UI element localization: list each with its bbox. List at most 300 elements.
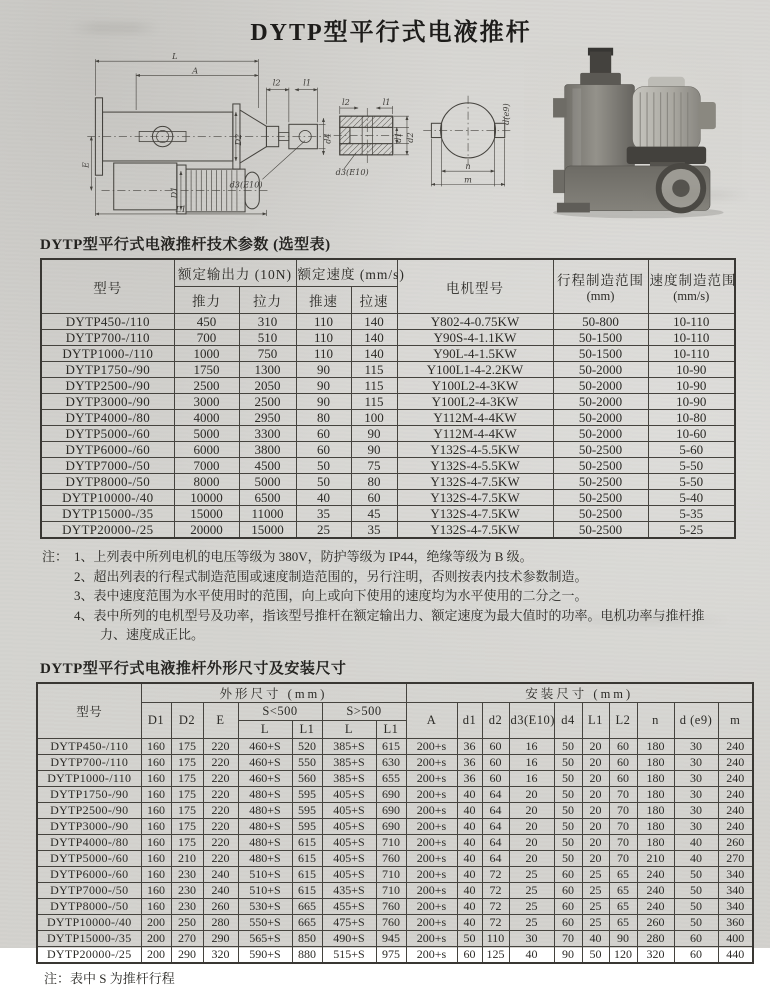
value-cell: Y802-4-0.75KW: [397, 314, 553, 330]
value-cell: 10000: [174, 490, 239, 506]
value-cell: 60: [609, 738, 637, 754]
value-cell: 615: [376, 738, 406, 754]
value-cell: 480+S: [238, 818, 292, 834]
value-cell: Y132S-4-5.5KW: [397, 458, 553, 474]
value-cell: 15000: [239, 522, 296, 539]
value-cell: 10-90: [648, 394, 735, 410]
value-cell: 50-2500: [553, 506, 648, 522]
model-cell: DYTP10000-/40: [37, 914, 141, 930]
value-cell: 25: [296, 522, 351, 539]
value-cell: 60: [351, 490, 397, 506]
value-cell: 220: [203, 754, 238, 770]
value-cell: Y112M-4-4KW: [397, 410, 553, 426]
col-header-D2: D2: [171, 702, 203, 738]
model-cell: DYTP5000-/60: [41, 426, 174, 442]
value-cell: 665: [292, 898, 322, 914]
value-cell: 64: [482, 786, 509, 802]
value-cell: 945: [376, 930, 406, 946]
value-cell: 50-2500: [553, 442, 648, 458]
dimension-drawing: [82, 51, 512, 219]
value-cell: 50: [674, 866, 718, 882]
value-cell: 160: [141, 786, 171, 802]
value-cell: 510+S: [238, 882, 292, 898]
dim-label-l1-detail: l1: [382, 96, 391, 107]
value-cell: 200+s: [406, 914, 457, 930]
table-row: [37, 818, 753, 834]
col-header-n: n: [637, 702, 674, 738]
value-cell: 615: [292, 866, 322, 882]
value-cell: 655: [376, 770, 406, 786]
value-cell: 110: [296, 314, 351, 330]
table-row: [41, 442, 735, 458]
value-cell: 5-50: [648, 458, 735, 474]
model-cell: DYTP15000-/35: [37, 930, 141, 946]
model-cell: DYTP10000-/40: [41, 490, 174, 506]
dim-label-d4: d4: [322, 133, 333, 144]
value-cell: 200: [141, 946, 171, 963]
value-cell: 80: [296, 410, 351, 426]
value-cell: 240: [637, 866, 674, 882]
col-header-L1-gt: L1: [376, 720, 406, 738]
col-header-d4: d4: [554, 702, 582, 738]
value-cell: 240: [203, 882, 238, 898]
value-cell: 200+s: [406, 898, 457, 914]
value-cell: 90: [609, 930, 637, 946]
value-cell: 595: [292, 802, 322, 818]
col-header-stroke-range: [553, 259, 648, 314]
value-cell: 50: [582, 946, 609, 963]
col-header-L2: L2: [609, 702, 637, 738]
value-cell: 50: [554, 850, 582, 866]
value-cell: 2950: [239, 410, 296, 426]
value-cell: 280: [203, 914, 238, 930]
value-cell: 405+S: [322, 866, 376, 882]
value-cell: 50: [296, 474, 351, 490]
value-cell: 20: [509, 850, 554, 866]
value-cell: 40: [674, 834, 718, 850]
value-cell: 40: [457, 802, 482, 818]
value-cell: 25: [509, 882, 554, 898]
value-cell: 3000: [174, 394, 239, 410]
value-cell: 760: [376, 914, 406, 930]
dim-label-l1: l1: [303, 77, 312, 88]
value-cell: 405+S: [322, 802, 376, 818]
dim-label-d3E10: d3(E10): [229, 179, 263, 190]
value-cell: 8000: [174, 474, 239, 490]
value-cell: 250: [171, 914, 203, 930]
value-cell: 510+S: [238, 866, 292, 882]
value-cell: 50: [554, 834, 582, 850]
col-header-s-lt-500: S<500: [238, 702, 322, 720]
group-header-outline: 外形尺寸 (mm): [141, 683, 406, 703]
table-row: [41, 394, 735, 410]
value-cell: 90: [351, 426, 397, 442]
value-cell: 60: [609, 770, 637, 786]
value-cell: 180: [637, 802, 674, 818]
value-cell: 240: [637, 882, 674, 898]
value-cell: 90: [351, 442, 397, 458]
value-cell: 200+s: [406, 946, 457, 963]
value-cell: 220: [203, 786, 238, 802]
value-cell: 70: [554, 930, 582, 946]
value-cell: 60: [457, 946, 482, 963]
value-cell: Y100L1-4-2.2KW: [397, 362, 553, 378]
value-cell: 50-2000: [553, 410, 648, 426]
speed-range-unit: (mm/s): [673, 289, 710, 303]
table-row: [37, 770, 753, 786]
speed-range-title: 速度制造范围: [649, 273, 737, 288]
model-cell: DYTP700-/110: [41, 330, 174, 346]
value-cell: 60: [482, 738, 509, 754]
value-cell: 20: [509, 786, 554, 802]
value-cell: 20: [582, 754, 609, 770]
table-row: [41, 474, 735, 490]
value-cell: 64: [482, 802, 509, 818]
value-cell: 360: [718, 914, 753, 930]
value-cell: 50-2500: [553, 522, 648, 539]
value-cell: 200+s: [406, 802, 457, 818]
notes-block: [42, 547, 722, 645]
model-cell: DYTP5000-/60: [37, 850, 141, 866]
value-cell: 340: [718, 866, 753, 882]
table-row: [37, 754, 753, 770]
value-cell: 30: [674, 786, 718, 802]
value-cell: 100: [351, 410, 397, 426]
value-cell: 240: [718, 738, 753, 754]
value-cell: 60: [482, 754, 509, 770]
value-cell: 20: [582, 850, 609, 866]
value-cell: Y100L2-4-3KW: [397, 378, 553, 394]
model-cell: DYTP7000-/50: [37, 882, 141, 898]
value-cell: 450: [174, 314, 239, 330]
value-cell: 60: [554, 914, 582, 930]
value-cell: Y90S-4-1.1KW: [397, 330, 553, 346]
value-cell: 240: [203, 866, 238, 882]
dim-label-d2-detail: d2: [405, 132, 416, 143]
model-cell: DYTP20000-/25: [37, 946, 141, 963]
dim-label-L1: L1: [175, 203, 187, 214]
value-cell: 60: [674, 930, 718, 946]
value-cell: 40: [582, 930, 609, 946]
model-cell: DYTP1000-/110: [37, 770, 141, 786]
value-cell: 75: [351, 458, 397, 474]
value-cell: 64: [482, 818, 509, 834]
col-header-d1: d1: [457, 702, 482, 738]
value-cell: 565+S: [238, 930, 292, 946]
value-cell: 20: [582, 770, 609, 786]
value-cell: 140: [351, 330, 397, 346]
value-cell: 70: [609, 802, 637, 818]
value-cell: 175: [171, 802, 203, 818]
value-cell: 20: [509, 834, 554, 850]
value-cell: 2500: [239, 394, 296, 410]
table2-caption: DYTP型平行式电液推杆外形尺寸及安装尺寸: [40, 660, 347, 677]
value-cell: 180: [637, 834, 674, 850]
value-cell: 6000: [174, 442, 239, 458]
value-cell: 220: [203, 738, 238, 754]
value-cell: 690: [376, 818, 406, 834]
value-cell: 20: [582, 818, 609, 834]
value-cell: 175: [171, 754, 203, 770]
value-cell: 60: [554, 866, 582, 882]
value-cell: Y132S-4-5.5KW: [397, 442, 553, 458]
col-header-s-gt-500: S>500: [322, 702, 406, 720]
value-cell: 530+S: [238, 898, 292, 914]
model-cell: DYTP1000-/110: [41, 346, 174, 362]
value-cell: 180: [637, 738, 674, 754]
value-cell: 50-2500: [553, 458, 648, 474]
value-cell: 30: [674, 754, 718, 770]
dim-label-l2: l2: [272, 77, 281, 88]
value-cell: 64: [482, 850, 509, 866]
value-cell: 36: [457, 754, 482, 770]
value-cell: 760: [376, 850, 406, 866]
value-cell: 5-35: [648, 506, 735, 522]
value-cell: 550: [292, 754, 322, 770]
value-cell: 320: [203, 946, 238, 963]
value-cell: 210: [637, 850, 674, 866]
value-cell: 260: [203, 898, 238, 914]
value-cell: 160: [141, 834, 171, 850]
value-cell: 480+S: [238, 850, 292, 866]
value-cell: 200: [141, 930, 171, 946]
value-cell: 220: [203, 802, 238, 818]
value-cell: 240: [718, 786, 753, 802]
value-cell: 60: [482, 770, 509, 786]
value-cell: 25: [509, 866, 554, 882]
value-cell: 25: [509, 914, 554, 930]
value-cell: 160: [141, 898, 171, 914]
value-cell: 200+s: [406, 818, 457, 834]
value-cell: 850: [292, 930, 322, 946]
value-cell: 710: [376, 866, 406, 882]
value-cell: 50-1500: [553, 346, 648, 362]
value-cell: 280: [637, 930, 674, 946]
model-cell: DYTP6000-/60: [37, 866, 141, 882]
table-row: [41, 410, 735, 426]
dim-label-d1-detail: d1: [392, 132, 403, 143]
value-cell: 320: [637, 946, 674, 963]
value-cell: 240: [718, 754, 753, 770]
value-cell: 220: [203, 834, 238, 850]
value-cell: 40: [457, 866, 482, 882]
value-cell: 200+s: [406, 834, 457, 850]
value-cell: 3300: [239, 426, 296, 442]
value-cell: 260: [637, 914, 674, 930]
value-cell: 10-110: [648, 314, 735, 330]
col-header-rated-output: 额定输出力 (10N): [174, 259, 296, 287]
value-cell: 710: [376, 834, 406, 850]
value-cell: 40: [674, 850, 718, 866]
col-header-pull-speed: 拉速: [351, 287, 397, 314]
value-cell: 200+s: [406, 738, 457, 754]
col-header-rated-speed: 额定速度 (mm/s): [296, 259, 397, 287]
value-cell: 30: [674, 738, 718, 754]
value-cell: Y112M-4-4KW: [397, 426, 553, 442]
value-cell: 20: [582, 786, 609, 802]
value-cell: 270: [718, 850, 753, 866]
value-cell: 700: [174, 330, 239, 346]
value-cell: 460+S: [238, 770, 292, 786]
col-header-L1: L1: [582, 702, 609, 738]
value-cell: 455+S: [322, 898, 376, 914]
value-cell: 175: [171, 818, 203, 834]
value-cell: 35: [351, 522, 397, 539]
value-cell: 240: [718, 818, 753, 834]
model-cell: DYTP2500-/90: [41, 378, 174, 394]
value-cell: 480+S: [238, 834, 292, 850]
value-cell: 50: [554, 786, 582, 802]
value-cell: 65: [609, 914, 637, 930]
group-header-install: 安装尺寸 (mm): [406, 683, 753, 703]
header-row-1: [41, 259, 735, 287]
model-cell: DYTP450-/110: [37, 738, 141, 754]
value-cell: 230: [171, 882, 203, 898]
value-cell: 90: [554, 946, 582, 963]
value-cell: 90: [296, 362, 351, 378]
value-cell: 45: [351, 506, 397, 522]
value-cell: 160: [141, 882, 171, 898]
value-cell: 160: [141, 850, 171, 866]
value-cell: 50: [554, 738, 582, 754]
value-cell: 140: [351, 314, 397, 330]
value-cell: 20: [509, 818, 554, 834]
value-cell: 5-60: [648, 442, 735, 458]
value-cell: 310: [239, 314, 296, 330]
value-cell: Y90L-4-1.5KW: [397, 346, 553, 362]
value-cell: 72: [482, 898, 509, 914]
value-cell: 5000: [239, 474, 296, 490]
value-cell: 65: [609, 866, 637, 882]
value-cell: 10-110: [648, 346, 735, 362]
table-row: [37, 738, 753, 754]
table-row: [41, 522, 735, 539]
table-row: [37, 946, 753, 963]
model-cell: DYTP15000-/35: [41, 506, 174, 522]
value-cell: 20: [582, 834, 609, 850]
value-cell: 50-2500: [553, 474, 648, 490]
value-cell: 40: [457, 834, 482, 850]
value-cell: 160: [141, 802, 171, 818]
col-header-E: E: [203, 702, 238, 738]
model-cell: DYTP700-/110: [37, 754, 141, 770]
value-cell: 200+s: [406, 850, 457, 866]
value-cell: 40: [457, 818, 482, 834]
value-cell: 40: [457, 898, 482, 914]
value-cell: 515+S: [322, 946, 376, 963]
value-cell: 125: [482, 946, 509, 963]
col-header-de9: d (e9): [674, 702, 718, 738]
value-cell: 50-1500: [553, 330, 648, 346]
value-cell: 975: [376, 946, 406, 963]
value-cell: 615: [292, 850, 322, 866]
bleed-artifact: [640, 190, 750, 200]
dim-label-de9: d(e9): [500, 103, 511, 125]
col-header-d3E10: d3(E10): [509, 702, 554, 738]
stroke-range-title: 行程制造范围: [557, 273, 644, 288]
value-cell: 490+S: [322, 930, 376, 946]
table-row: [41, 346, 735, 362]
note-item-4: 4、表中所列的电机型号及功率，指该型号推杆在额定输出力、额定速度为最大值时的功率。电机功率与推杆推力、速度成正比。: [74, 607, 705, 642]
model-cell: DYTP2500-/90: [37, 802, 141, 818]
table-row: [37, 866, 753, 882]
value-cell: 110: [482, 930, 509, 946]
table-row: [41, 426, 735, 442]
value-cell: 30: [674, 802, 718, 818]
value-cell: 11000: [239, 506, 296, 522]
value-cell: 25: [509, 898, 554, 914]
value-cell: 180: [637, 818, 674, 834]
value-cell: 340: [718, 882, 753, 898]
model-cell: DYTP3000-/90: [41, 394, 174, 410]
value-cell: 230: [171, 866, 203, 882]
value-cell: 200+s: [406, 754, 457, 770]
value-cell: 110: [296, 346, 351, 362]
value-cell: 30: [674, 770, 718, 786]
value-cell: 50-800: [553, 314, 648, 330]
value-cell: 60: [554, 898, 582, 914]
value-cell: 35: [296, 506, 351, 522]
col-header-push-speed: 推速: [296, 287, 351, 314]
table-row: [37, 898, 753, 914]
value-cell: 90: [296, 394, 351, 410]
value-cell: 340: [718, 898, 753, 914]
value-cell: 30: [509, 930, 554, 946]
value-cell: 16: [509, 754, 554, 770]
value-cell: 25: [582, 898, 609, 914]
model-cell: DYTP450-/110: [41, 314, 174, 330]
selection-table: [40, 258, 736, 539]
value-cell: 240: [718, 802, 753, 818]
model-cell: DYTP20000-/25: [41, 522, 174, 539]
value-cell: 510: [239, 330, 296, 346]
model-cell: DYTP8000-/50: [37, 898, 141, 914]
value-cell: 160: [141, 754, 171, 770]
value-cell: 65: [609, 898, 637, 914]
table-row: [37, 850, 753, 866]
col-header-speed-range: [648, 259, 735, 314]
value-cell: 590+S: [238, 946, 292, 963]
value-cell: 110: [296, 330, 351, 346]
value-cell: 4500: [239, 458, 296, 474]
value-cell: 60: [296, 442, 351, 458]
value-cell: 25: [582, 866, 609, 882]
value-cell: 240: [637, 898, 674, 914]
value-cell: 10-90: [648, 378, 735, 394]
value-cell: 50-2000: [553, 394, 648, 410]
value-cell: 50: [674, 898, 718, 914]
value-cell: 180: [637, 754, 674, 770]
value-cell: 36: [457, 738, 482, 754]
value-cell: 10-60: [648, 426, 735, 442]
value-cell: 10-110: [648, 330, 735, 346]
value-cell: 480+S: [238, 786, 292, 802]
value-cell: 160: [141, 770, 171, 786]
value-cell: 210: [171, 850, 203, 866]
table-row: [41, 490, 735, 506]
value-cell: 160: [141, 738, 171, 754]
value-cell: 220: [203, 818, 238, 834]
value-cell: 5-40: [648, 490, 735, 506]
value-cell: 115: [351, 378, 397, 394]
value-cell: 2050: [239, 378, 296, 394]
value-cell: 220: [203, 770, 238, 786]
value-cell: 180: [637, 770, 674, 786]
table-row: [37, 834, 753, 850]
value-cell: 615: [292, 834, 322, 850]
table-row: [37, 802, 753, 818]
value-cell: Y132S-4-7.5KW: [397, 474, 553, 490]
